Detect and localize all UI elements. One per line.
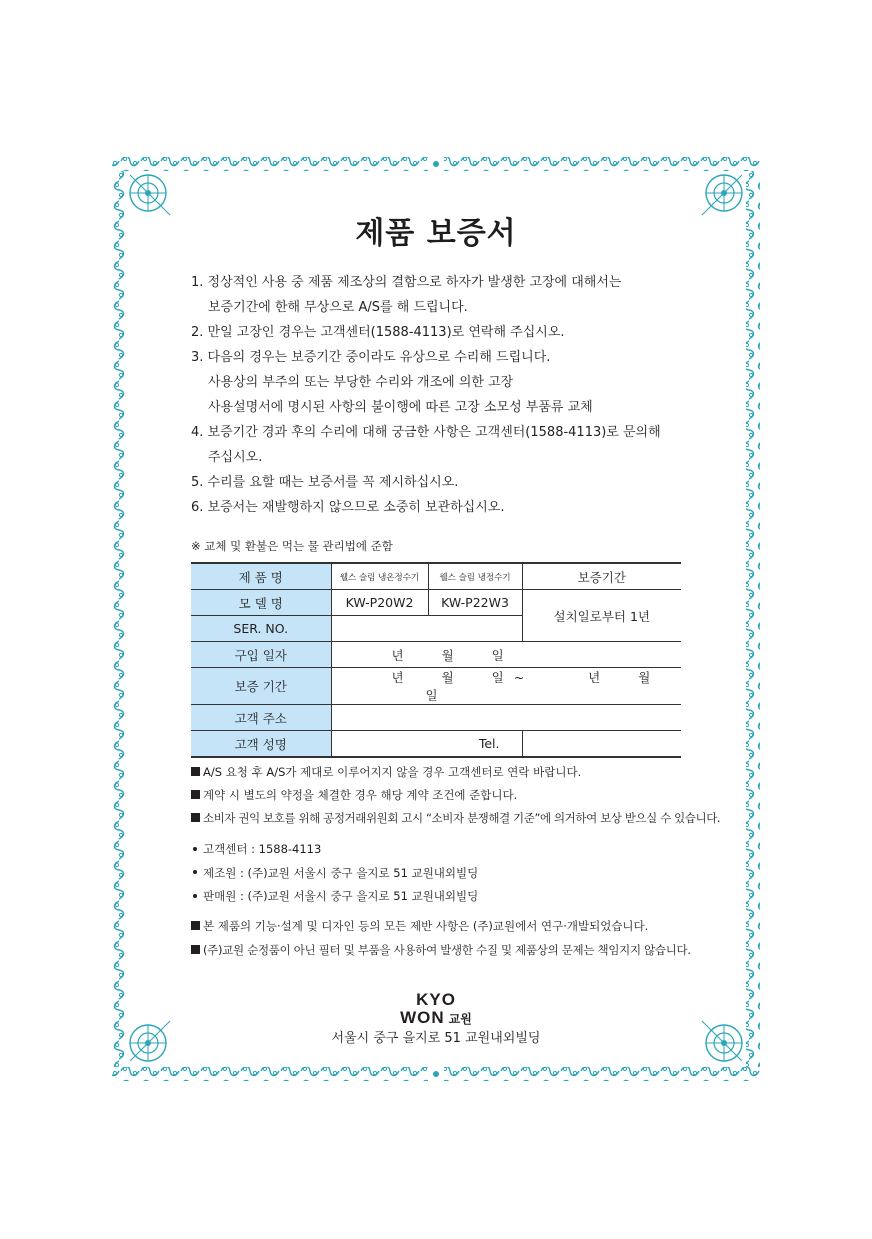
clause-item [191,420,751,470]
customer-address-label: 고객 주소 [191,705,331,731]
clause-text: 수리를 요할 때는 보증서를 꼭 제시하십시오. [207,475,459,490]
clause-item [191,345,751,420]
warranty-period-header: 보증기간 [522,563,681,590]
contact-item: 고객센터 : 1588-4113 [191,838,478,862]
square-bullet-icon [191,767,200,776]
clause-number: 2. [191,325,204,340]
clause-text-continued: 주십시오. [208,450,263,465]
warranty-duration-field[interactable] [331,668,681,705]
border-left [112,171,126,1067]
table-row [191,731,681,758]
warranty-table [191,562,681,758]
customer-address-field[interactable] [331,705,681,731]
date-range-tilde: ~ [513,670,525,685]
border-top-center-dot [433,161,439,167]
clause-text: 만일 고장인 경우는 고객센터(1588-4113)로 연락해 주십시오. [207,325,565,340]
contact-info [191,838,478,909]
square-bullet-icon [191,921,200,930]
clause-number: 5. [191,475,204,490]
clause-text: 정상적인 사용 중 제품 제조상의 결함으로 하자가 발생한 고장에 대해서는 [207,275,622,290]
notice-item: A/S 요청 후 A/S가 제대로 이루어지지 않을 경우 고객센터로 연락 바랍니다. [191,761,720,784]
end-year-unit: 년 [588,670,601,685]
clause-text: 보증기간 경과 후의 수리에 대해 궁금한 사항은 고객센터(1588-4113)로 문의해 [207,425,661,440]
customer-name-field[interactable] [331,731,522,758]
model-name-2: KW-P22W3 [428,590,522,616]
tel-label: Tel. [478,736,500,751]
product-name-label: 제 품 명 [191,563,331,590]
purchase-month-unit: 월 [441,647,454,663]
clause-number: 3. [191,350,204,365]
table-row [191,705,681,731]
clause-item [191,495,751,520]
notice-item: 계약 시 별도의 약정을 체결한 경우 해당 계약 조건에 준합니다. [191,784,720,807]
end-day-unit: 일 [425,688,438,703]
clause-number: 6. [191,500,204,515]
serial-number-label: SER. NO. [191,616,331,642]
purchase-day-unit: 일 [491,647,504,663]
product-name-2: 웰스 슬림 냉정수기 [428,563,522,590]
clause-text-continued: 사용설명서에 명시된 사항의 불이행에 따른 고장 소모성 부품류 교체 [208,400,593,415]
clause-text-continued: 보증기간에 한해 무상으로 A/S를 해 드립니다. [208,300,468,315]
clause-item [191,470,751,495]
table-row [191,590,681,616]
clause-text-continued: 사용상의 부주의 또는 부당한 수리와 개조에 의한 고장 [208,375,514,390]
customer-tel-field[interactable] [522,731,681,758]
dot-bullet-icon [193,870,197,874]
kyowon-logo [0,991,872,1027]
company-address: 서울시 중구 을지로 51 교원내외빌딩 [331,1031,541,1046]
disclaimers [191,915,691,962]
logo-line-1: KYO [416,990,456,1009]
clause-text: 보증서는 재발행하지 않으므로 소중히 보관하십시오. [207,500,505,515]
clause-item [191,320,751,345]
table-row [191,563,681,590]
disclaimer-item: 본 제품의 기능·설계 및 디자인 등의 모든 제반 사항은 (주)교원에서 연구·개발되었습니다. [191,915,691,939]
product-name-1: 웰스 슬림 냉온정수기 [331,563,428,590]
table-row [191,668,681,705]
start-month-unit: 월 [441,670,454,685]
clause-text: 다음의 경우는 보증기간 중이라도 유상으로 수리해 드립니다. [207,350,551,365]
disclaimer-item: (주)교원 순정품이 아닌 필터 및 부품을 사용하여 발생한 수질 및 제품상의 문제는 책임지지 않습니다. [191,939,691,963]
border-bottom-center-dot [433,1071,439,1077]
square-bullet-icon [191,945,200,954]
model-name-label: 모 델 명 [191,590,331,616]
start-day-unit: 일 [491,670,504,685]
exchange-refund-note: ※ 교체 및 환불은 먹는 물 관리법에 준함 [191,539,393,553]
page-title: 제품 보증서 [355,216,517,251]
square-bullet-icon [191,790,200,799]
start-year-unit: 년 [391,670,404,685]
notice-item: 소비자 권익 보호를 위해 공정거래위원회 고시 “소비자 분쟁해결 기준”에 의거하여 보상 받으실 수 있습니다. [191,807,720,830]
purchase-year-unit: 년 [391,647,404,663]
clause-item [191,270,751,320]
table-row [191,642,681,668]
purchase-date-field[interactable] [331,642,681,668]
serial-number-field[interactable] [331,616,522,642]
square-bullet-icon [191,813,200,822]
customer-name-label: 고객 성명 [191,731,331,758]
warranty-period-value: 설치일로부터 1년 [522,590,681,642]
logo-line-2: WON [400,1008,445,1027]
end-month-unit: 월 [638,670,651,685]
logo-korean: 교원 [448,1012,472,1026]
dot-bullet-icon [193,847,197,851]
warranty-clauses-list [191,270,751,520]
contact-item: 판매원 : (주)교원 서울시 중구 을지로 51 교원내외빌딩 [191,885,478,909]
clause-number: 1. [191,275,204,290]
warranty-duration-label: 보증 기간 [191,668,331,705]
service-notices [191,761,720,830]
clause-number: 4. [191,425,204,440]
purchase-date-label: 구입 일자 [191,642,331,668]
dot-bullet-icon [193,894,197,898]
contact-item: 제조원 : (주)교원 서울시 중구 을지로 51 교원내외빌딩 [191,862,478,886]
model-name-1: KW-P20W2 [331,590,428,616]
